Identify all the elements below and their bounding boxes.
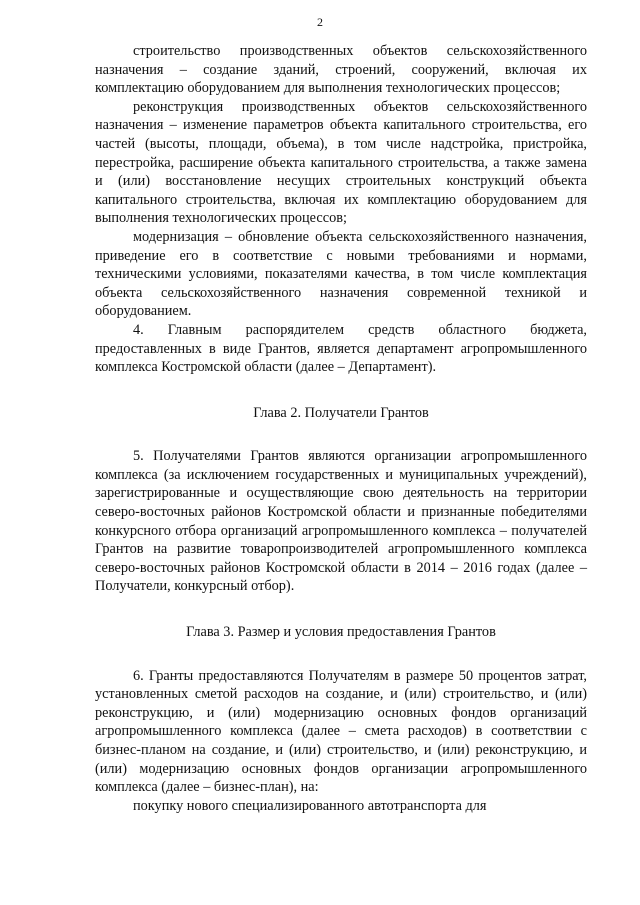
paragraph-reconstruction: реконструкция производственных объектов сельскохозяйственного назначения – изменение параметров объекта капитального строительства, его частей (высоты, площади, объема), в том числе надстройка, пристройка, перестройка, расширение объекта капитального строительства, а также замена и (или) восстановление несущих строительных конструкций объекта капитального строительства, включая их комплектацию оборудованием для выполнения технологических процессов;: [95, 98, 587, 227]
paragraph-modernization: модернизация – обновление объекта сельскохозяйственного назначения, приведение его в соответствие с новыми требованиями и нормами, техническими условиями, показателями качества, в том числе комплектация объекта сельскохозяйственного назначения современной техникой и оборудованием.: [95, 228, 587, 320]
paragraph-item-4: 4. Главным распорядителем средств областного бюджета, предоставленных в виде Грантов, является департамент агропромышленного комплекса Костромской области (далее – Департамент).: [95, 321, 587, 376]
chapter-3-heading: Глава 3. Размер и условия предоставления Грантов: [186, 624, 496, 641]
document-body: [95, 42, 587, 815]
paragraph-item-5: 5. Получателями Грантов являются организации агропромышленного комплекса (за исключением государственных и муниципальных учреждений), зарегистрированные и осуществляющие свою деятельность на территории северо-восточных районов Костромской области и признанные победителями конкурсного отбора организаций агропромышленного комплекса – получателей Грантов на развитие товаропроизводителей агропромышленного комплекса северо-восточных районов Костромской области в 2014 – 2016 годах (далее – Получатели, конкурсный отбор).: [95, 448, 587, 595]
paragraph-purchase: покупку нового специализированного автотранспорта для: [133, 797, 487, 814]
page-number: 2: [317, 15, 323, 29]
paragraph-item-6: 6. Гранты предоставляются Получателям в размере 50 процентов затрат, установленных сметой расходов на создание, и (или) строительство, и (или) реконструкцию, и (или) модернизацию основных фондов организаций агропромышленного комплекса (далее – смета расходов) в соответствии с бизнес-планом на создание, и (или) строительство, и (или) реконструкцию, и (или) модернизацию основных фондов организации агропромышленного комплекса (далее – бизнес-план), на:: [95, 667, 587, 796]
paragraph-construction: строительство производственных объектов сельскохозяйственного назначения – создание зданий, строений, сооружений, включая их комплектацию оборудованием для выполнения технологических процессов;: [95, 43, 587, 97]
chapter-2-heading: Глава 2. Получатели Грантов: [253, 404, 429, 421]
